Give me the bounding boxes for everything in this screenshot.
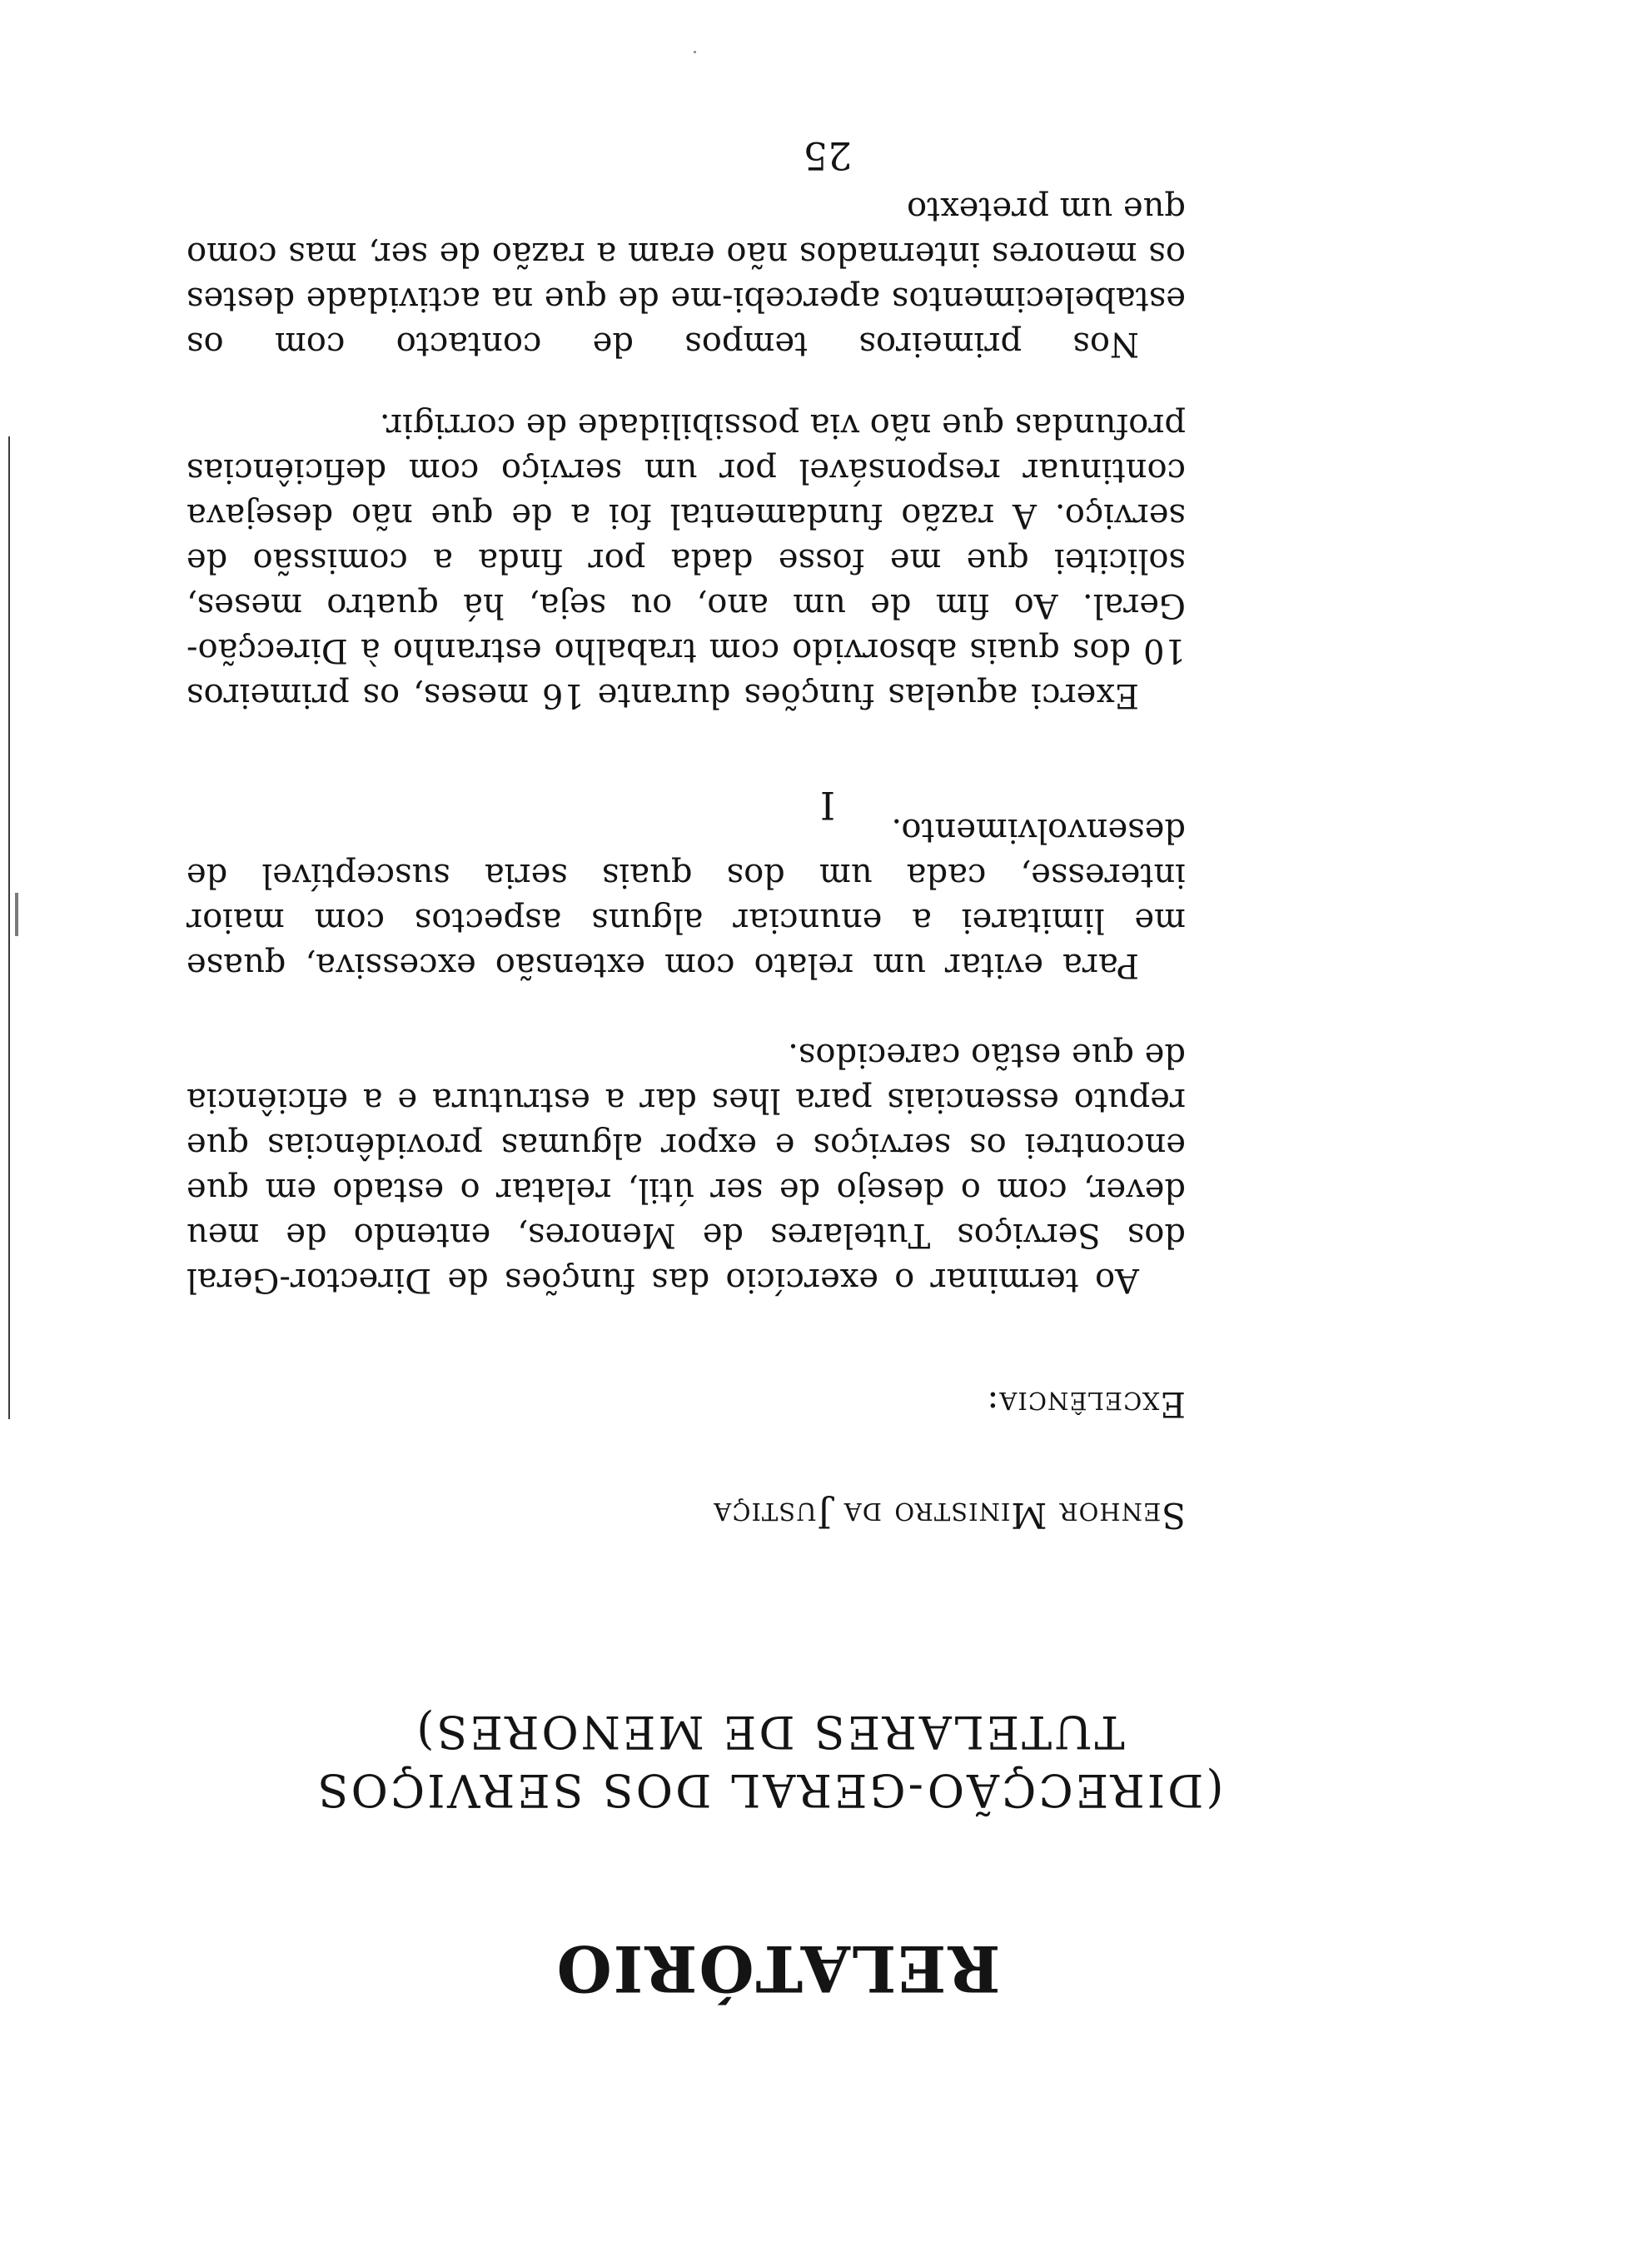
paragraph-4: Nos primeiros tempos de contacto com os estabelecimentos apercebi-me de que na actividade destes os menores internados não eram a razão de ser, mas como que um pretexto <box>187 190 1186 363</box>
binding-edge-line <box>8 436 10 1419</box>
page-number: 25 <box>803 133 853 178</box>
paragraph-1: Ao terminar o exercício das funções de Director-Geral dos Serviços Tutelares de Menores, entendo de meu dever, com o desejo de ser útil, relatar o estado em que encontrei os serviços e expor algumas providências que reputo essenciais para lhes dar a estrutura e a eficiência de que estão carecidos. <box>187 1036 1186 1299</box>
paragraph-3: Exerci aquelas funções durante 16 meses, os primeiros 10 dos quais absorvido com trabalho estranho à Direcção-Geral. Ao fim de um ano, ou seja, há quatro meses, solicitei que me fosse dada por finda a comissão de serviço. A razão fundamental foi a de que não desejava continuar responsável por um serviço com deficiências profundas que não via possibilidade de corrigir. <box>187 406 1186 715</box>
address-line: Excelência: <box>986 1384 1186 1425</box>
scan-speck <box>694 51 696 53</box>
binding-edge-mark <box>15 893 18 936</box>
document-subtitle <box>270 1702 1269 1819</box>
section-number: I <box>819 783 836 828</box>
subtitle-line-2: TUTELARES DE MENORES) <box>414 1706 1125 1758</box>
salutation: Senhor Ministro da Justiça <box>713 1495 1186 1536</box>
subtitle-line-1: (DIRECÇÃO-GERAL DOS SERVIÇOS <box>315 1764 1224 1816</box>
paragraph-2: Para evitar um relato com extensão excessiva, quase me limitarei a enunciar alguns aspectos com maior interesse, cada um dos quais seria susceptível de desenvolvimento. <box>187 811 1186 984</box>
document-title: RELATÓRIO <box>555 1931 1001 2005</box>
